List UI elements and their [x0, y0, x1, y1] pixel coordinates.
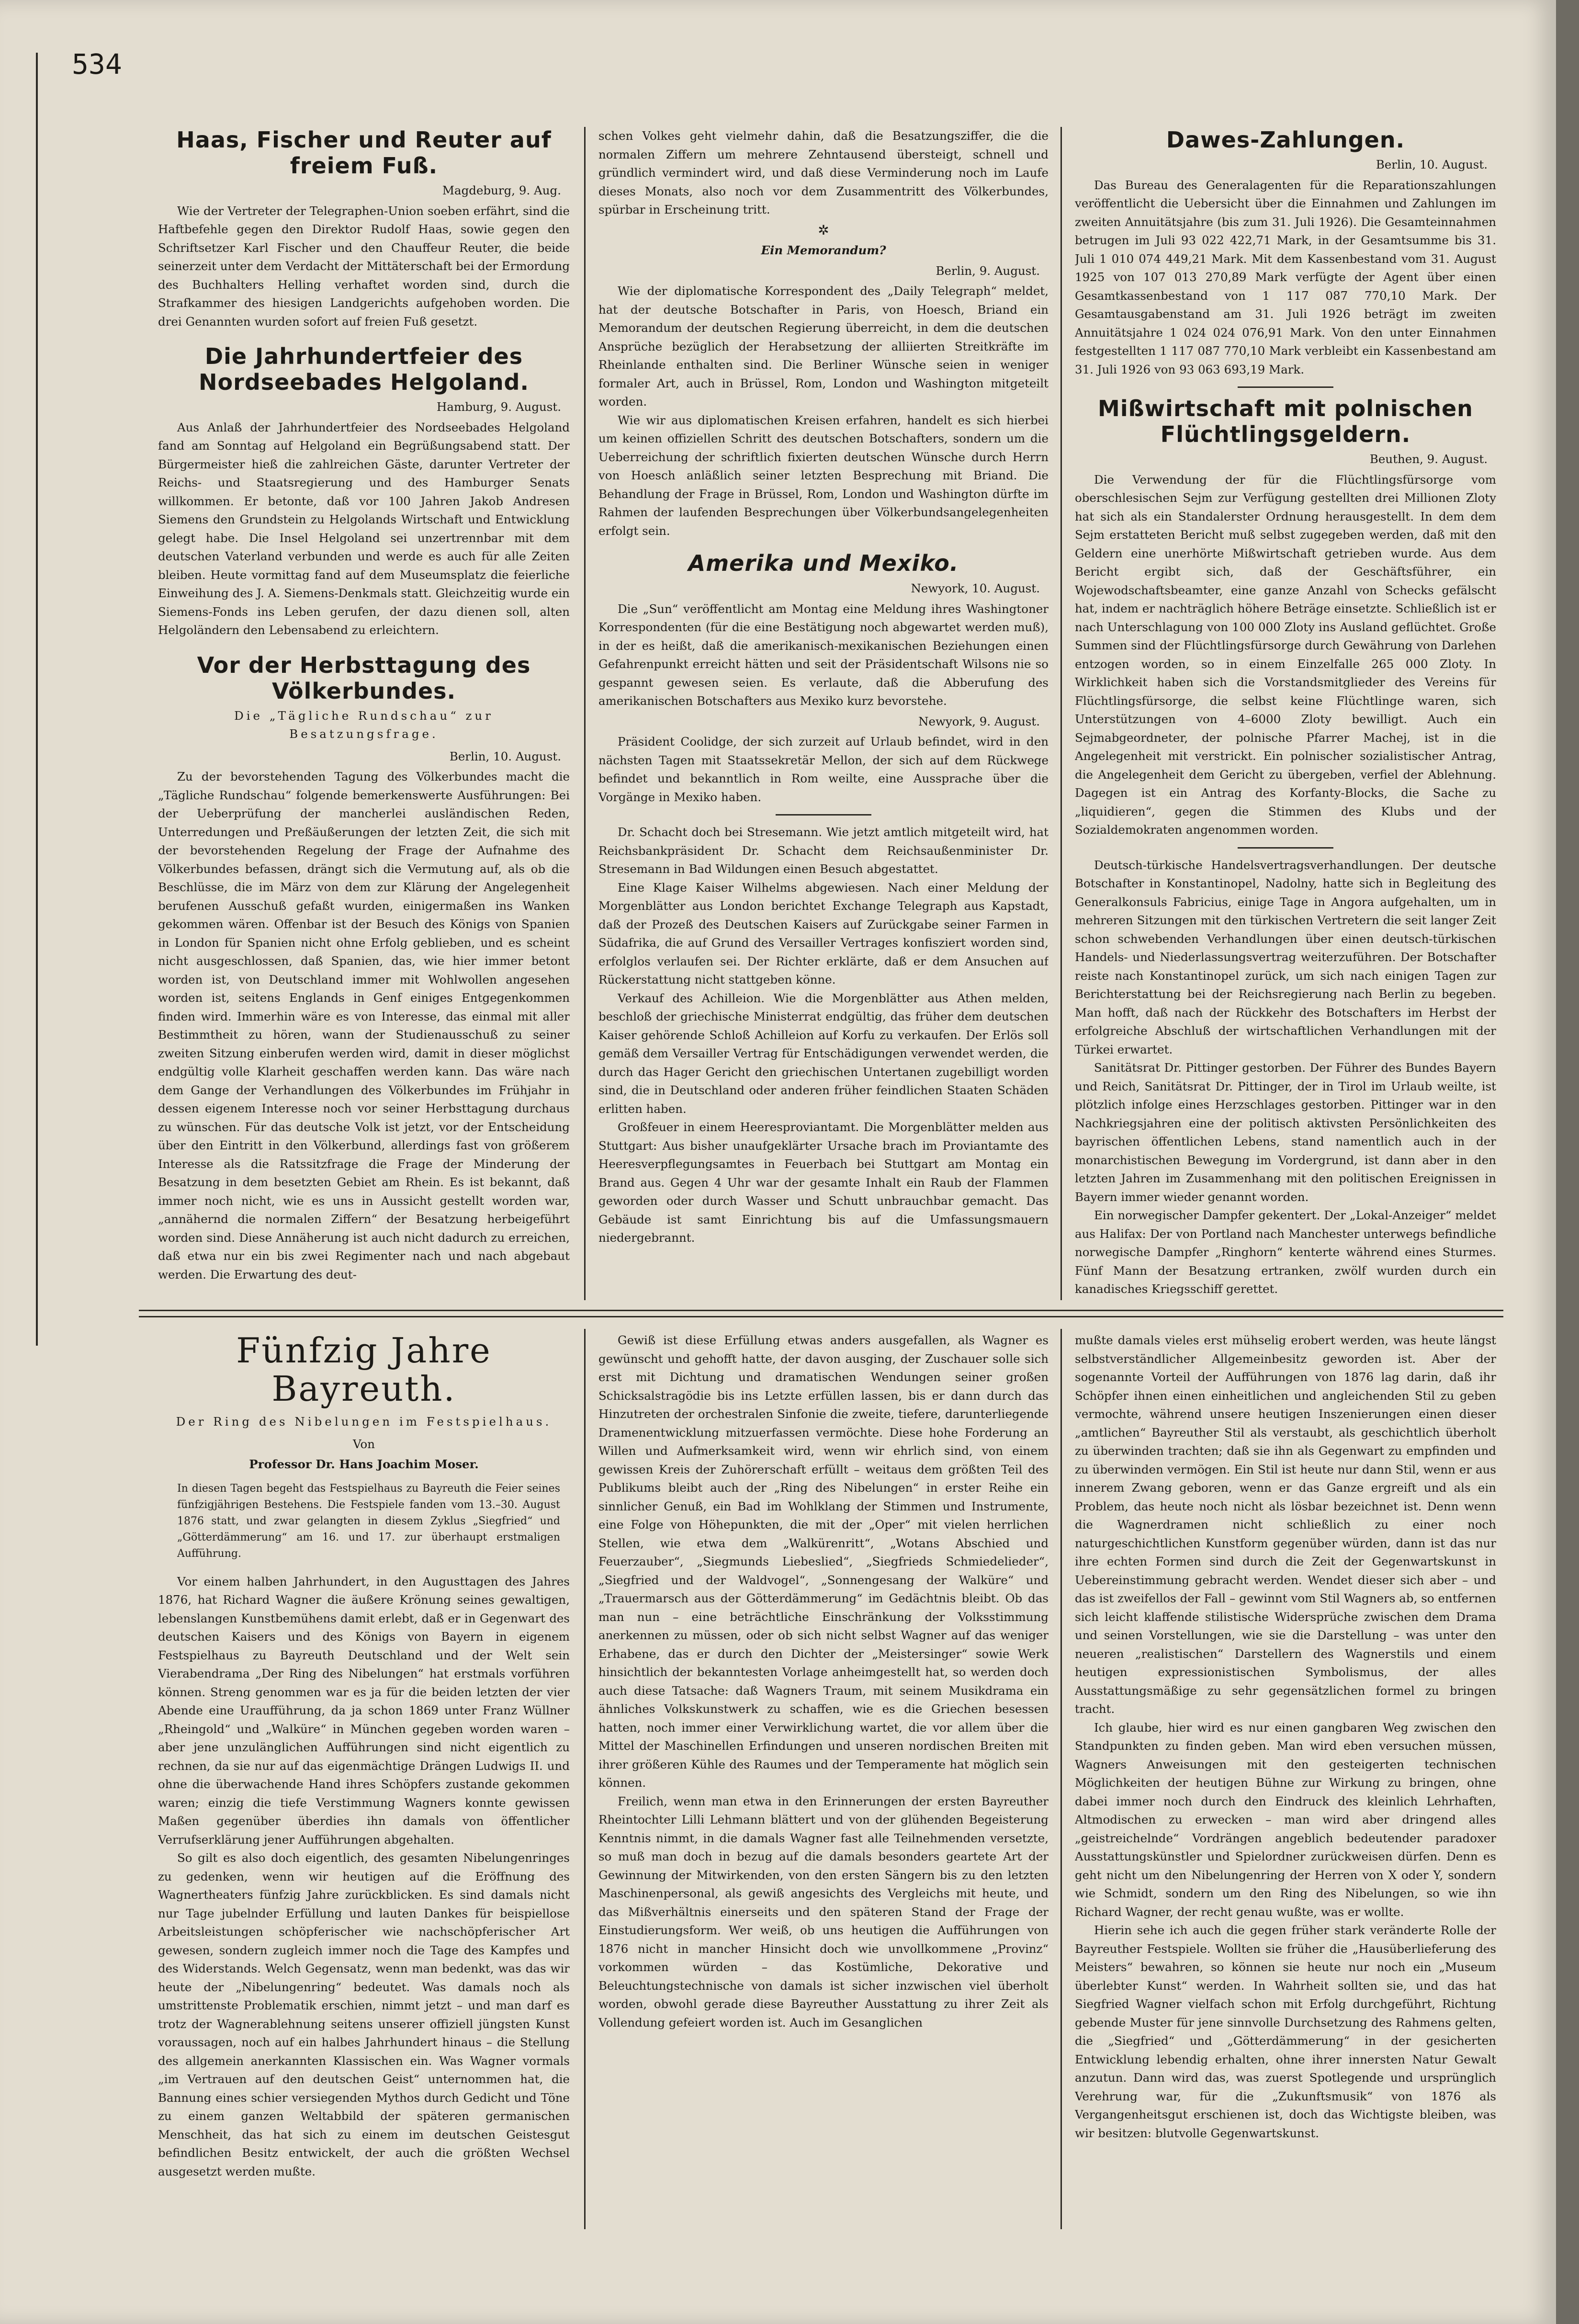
feuilleton-paragraph: Freilich, wenn man etwa in den Erinnerungen der ersten Bayreuther Rheintochter Lilli Lehmann blättert und von der glühenden Begeisterung Kenntnis nimmt, in die damals Wagner fast alle Teilnehmenden versetzte, so muß man doch in bezug auf die damals besonders geartete Art der Gewinnung der Mitwirkenden, von den ersten Sängern bis zu den letzten Maschinenpersonal, als gewiß angesichts des Vergleichs mit heute, und das Mißverhältnis einerseits und den späteren Stand der Frage der Einstudierungsform. Wer weiß, ob uns heutigen die Aufführungen von 1876 nicht in mancher Hinsicht doch wie unvollkommene „Provinz“ vorkommen würden – das Kostümliche, Dekorative und Beleuchtungstechnische von damals ist sicher inzwischen viel überholt worden, obwohl gerade diese Bayreuther Ausstattung zu ihrer Zeit als Vollendung gefeiert worden ist. Auch im Gesanglichen	[598, 1794, 1049, 2029]
article-body: Wie der diplomatische Korrespondent des „Daily Telegraph“ meldet, hat der deutsche Botschafter in Paris, von Hoesch, Briand ein Memorandum der deutschen Regierung überreicht, in dem die deutschen Ansprüche bezüglich der Herabsetzung der alliierten Streitkräfte im Rheinlande enthalten sind. Die Berliner Wünsche seien in weniger formaler Art, auch in Brüssel, Rom, London und Washington mitgeteilt worden.	[598, 284, 1049, 408]
feuilleton-title: Fünfzig Jahre Bayreuth.	[236, 1331, 492, 1409]
feuilleton-column-3	[1075, 1331, 1496, 2222]
feuilleton-paragraph: Gewiß ist diese Erfüllung etwas anders ausgefallen, als Wagner es gewünscht und gehofft hatte, der davon ausging, der Zuschauer solle sich erst mit Dichtung und dramatischen Wendungen seiner großen Schicksalstragödie bis ins Letzte erfüllen lassen, bis er dann durch das Hinzutreten der orchestralen Sinfonie die zweite, tiefere, darunterliegende Dramenentwicklung mitzuerfassen vermöchte. Diese hohe Forderung an Willen und Aufmerksamkeit wird, wenn wir ehrlich sind, von einem gewissen Kreis der Zuhörerschaft erfüllt – weitaus dem größten Teil des Publikums bleibt auch der „Ring des Nibelungen“ in erster Reihe ein sinnlicher Genuß, ein Bad im Wohlklang der Stimmen und Instrumente, eine Folge von Höhepunkten, die mit der „Oper“ mit vielen herrlichen Stellen, wie etwa dem „Walkürenritt“, „Wotans Abschied und Feuerzauber“, „Siegmunds Liebeslied“, „Siegfrieds Schmiedelieder“, „Siegfried und der Waldvogel“, „Sonnengesang der Walküre“ und „Trauermarsch aus der Götterdämmerung“ im Gedächtnis bleibt. Ob das man nun – eine beträchtliche Einschränkung der Volksstimmung anerkennen zu müssen, oder ob sich nicht selbst Wagner auf das weniger Erhabene, das er durch den Dichter der „Meistersinger“ sowie Werk hinsichtlich der bekanntesten Vorlage anheimgestellt hat, so werden doch auch diese Tatsache: daß Wagners Traum, mit seinem Musikdrama ein ähnliches Volkskunstwerk zu schaffen, wie es die Griechen besessen hatten, noch immer einer Verwirklichung wartet, die vor allem über die Mittel der Maschinellen Erfindungen und unseren nordischen Breiten mit ihrer größeren Kühle des Raumes und der Temperamente hat möglich sein können.	[598, 1333, 1049, 1790]
feuilleton-paragraph: Hierin sehe ich auch die gegen früher stark veränderte Rolle der Bayreuther Festspiele. Wollten sie früher die „Hausüberlieferung des Meisters“ bewahren, so können sie heute nur noch ein „Museum überlebter Kunst“ werden. In Wahrheit sollten sie, und das hat Siegfried Wagner vielfach schon mit Erfolg durchgeführt, Richtung gebende Muster für jene sinnvolle Durchsetzung des Rahmens gelten, die „Siegfried“ und „Götterdämmerung“ in der gesicherten Entwicklung lebendig erhalten, ohne ihrer innersten Natur Gewalt anzutun. Dann wird das, was zuerst Spotlegende und ursprünglich Verehrung war, für die „Zukunftsmusik“ von 1876 als Vergangenheitsgut erschienen ist, doch das Wichtigste bleiben, was wir besitzen: blutvolle Gegenwartskunst.	[1075, 1923, 1496, 2140]
article-subtitle: Die „Tägliche Rundschau“ zur Besatzungsfrage.	[234, 708, 494, 741]
article-body: Die Verwendung der für die Flüchtlingsfürsorge vom oberschlesischen Sejm zur Verfügung gestellten drei Millionen Zloty hat sich als ein Standalerster Ordnung herausgestellt. In dem dem Sejm erstatteten Bericht muß selbst zugegeben werden, daß mit den Geldern eine unerhörte Mißwirtschaft getrieben wurde. Aus dem Bericht ergibt sich, daß der Geschäftsführer, ein Wojewodschaftsbeamter, eine ganze Anzahl von Schecks gefälscht hat, indem er nachträglich höhere Beträge einsetzte. Schließlich ist er nach Unterschlagung von 100 000 Zloty ins Ausland geflüchtet. Große Summen sind der Flüchtlingsfürsorge durch Gewährung von Darlehen entzogen worden, so in einem Einzelfalle 265 000 Zloty. In Wirklichkeit haben sich die Vorstandsmitglieder des Vereins für Flüchtlingsfürsorge, die selbst keine Flüchtlinge waren, sich Unterstützungen von 4–6000 Zloty bewilligt. Auch ein Sejmabgeordneter, der polnische Pfarrer Machej, ist in die Angelegenheit mit verstrickt. Ein polnischer sozialistischer Antrag, die Angelegenheit dem Gericht zu übergeben, verfiel der Ablehnung. Dagegen ist ein Antrag des Korfanty-Blocks, die Sache zu „liquidieren“, gegen die Stimmen des Klubs und der Sozialdemokraten angenommen worden.	[1075, 472, 1496, 837]
column-rule	[1060, 127, 1062, 1300]
column-rule	[584, 127, 586, 1300]
news-item: Verkauf des Achilleion. Wie die Morgenblätter aus Athen melden, beschloß der griechische Ministerrat endgültig, das früher dem deutschen Kaiser gehörende Schloß Achilleion auf Korfu zu verkaufen. Der Erlös soll gemäß dem Versailler Vertrag für Entschädigungen verwendet werden, die durch das Hager Gericht den griechischen Untertanen zugebilligt worden sind, die in Deutschland oder anderen früher feindlichen Staaten Schäden erlitten haben.	[598, 991, 1049, 1116]
page-number: 534	[72, 48, 122, 80]
feuilleton-intro: In diesen Tagen begeht das Festspielhaus zu Bayreuth die Feier seines fünfzigjährigen Bestehens. Die Festspiele fanden vom 13.–30. August 1876 statt, und zwar gelangten in diesem Zyklus „Siegfried“ und „Götterdämmerung“ am 16. und 17. zur überhaupt erstmaligen Aufführung.	[177, 1482, 560, 1560]
dateline: Berlin, 10. August.	[449, 749, 561, 763]
dateline: Berlin, 10. August.	[1376, 158, 1488, 171]
page-left-rule	[36, 53, 38, 1346]
article-body: Die „Sun“ veröffentlicht am Montag eine Meldung ihres Washingtoner Korrespondenten (für die eine Bestätigung noch abgewartet werden muß), in der es heißt, daß die amerikanisch-mexikanischen Beziehungen einen Gefahrenpunkt erreicht hätten und seit der Präsidentschaft Wilsons nie so gespannt gewesen seien. Es verlaute, daß die Abberufung des amerikanischen Botschafters aus Mexiko kurz bevorstehe.	[598, 601, 1049, 708]
news-item: Dr. Schacht doch bei Stresemann. Wie jetzt amtlich mitgeteilt wird, hat Reichsbankpräsident Dr. Schacht dem Reichsaußenminister Dr. Stresemann in Bad Wildungen einen Besuch abgestattet.	[598, 825, 1049, 876]
feuilleton-paragraph: mußte damals vieles erst mühselig erobert werden, was heute längst selbstverständlicher Allgemeinbesitz geworden ist. Aber der sogenannte Vorteil der Aufführungen von 1876 lag darin, daß ihr Schöpfer ihnen einen einheitlichen und angleichenden Stil zu geben vermochte, während unsere heutigen Inszenierungen einen dieser „amtlichen“ Bayreuther Stil als verstaubt, als geschichtlich überholt zu überwinden trachten; daß sie ihn als Gegenwart zu empfinden und zu überwinden vermögen. Ein Stil ist heute nur dann Stil, wenn er aus innerem Zwang geboren, wenn er das Ganze ergreift und als ein Problem, das heute noch nicht als lösbar bezeichnet ist. Denn wenn die Wagnerdramen nicht schließlich zu einer noch naturgeschichtlichen Kunstform gegenüber würden, dann ist das nur ihre echten Formen sind durch die Zeit der Gegenwartskunst in Uebereinstimmung gebracht werden. Wendet dieser sich aber – und das ist zweifellos der Fall – gewinnt vom Stil Wagners ab, so entfernen sich leicht klaffende stilistische Widersprüche zwischen dem Drama und seinen Vorstellungen, wie sie die Darstellung – was unter den neueren „realistischen“ Darstellern des Wagnerstils und einem heutigen expressionistischen Symbolismus, der alles Ausstattungsmäßige zu sehr gegensätzlichen formel zu bringen tracht.	[1075, 1333, 1496, 1716]
feuilleton-column-1	[158, 1331, 570, 2222]
separator-line	[1238, 386, 1333, 388]
upper-column-1	[158, 127, 570, 1295]
separator-line	[1238, 847, 1333, 849]
news-item: Ein norwegischer Dampfer gekentert. Der „Lokal-Anzeiger“ meldet aus Halifax: Der von Portland nach Manchester unterwegs befindliche norwegische Dampfer „Ringhorn“ kenterte während eines Sturmes. Fünf Mann der Besatzung ertranken, zwölf wurden durch ein kanadisches Kriegsschiff gerettet.	[1075, 1208, 1496, 1295]
article-title-amerika-mexiko: Amerika und Mexiko.	[688, 550, 959, 576]
article-body: Wie wir aus diplomatischen Kreisen erfahren, handelt es sich hierbei um keinen offiziellen Schritt des deutschen Botschafters, sondern um die Ueberreichung der schriftlich fixierten deutschen Wünsche durch Herrn von Hoesch anläßlich seiner letzten Besprechung mit Briand. Die Behandlung der Frage in Brüssel, Rom, London und Washington dürfte im Rahmen der laufenden Besprechungen über Völkerbundsangelegenheiten erfolgt sein.	[598, 413, 1049, 538]
article-title-haas: Haas, Fischer und Reuter auf freiem Fuß.	[176, 127, 552, 179]
dateline: Newyork, 9. August.	[918, 714, 1040, 728]
upper-column-2	[598, 127, 1049, 1295]
feuilleton-divider	[139, 1310, 1503, 1317]
column-rule	[1060, 1329, 1062, 2229]
news-item: Deutsch-türkische Handelsvertragsverhandlungen. Der deutsche Botschafter in Konstantinopel, Nadolny, hatte sich in Begleitung des Generalkonsuls Fabricius, einige Tage in Angora aufgehalten, um in mehreren Sitzungen mit den türkischen Vertretern die seit langer Zeit schon schwebenden Verhandlungen über einen deutsch-türkischen Handels- und Niederlassungsvertrag weiterzuführen. Der Botschafter reiste nach Konstantinopel zurück, um sich nach einigen Tagen zur Berichterstattung bei der Reichsregierung nach Berlin zu begeben. Man hofft, daß nach der Rückkehr des Botschafters im Herbst der erfolgreiche Abschluß der wirtschaftlichen Verhandlungen mit der Türkei erwartet.	[1075, 858, 1496, 1056]
article-title-voelkerbund: Vor der Herbsttagung des Völkerbundes.	[197, 652, 531, 704]
news-item: Großfeuer in einem Heeresproviantamt. Die Morgenblätter melden aus Stuttgart: Aus bisher unaufgeklärter Ursache brach im Proviantamte des Heeresverpflegungsamtes in Feuerbach bei Stuttgart am Montag ein Brand aus. Gegen 4 Uhr war der gesamte Inhalt ein Raub der Flammen geworden oder durch Wasser und Schutt unbrauchbar gemacht. Das Gebäude ist samt Einrichtung bis auf die Umfassungsmauern niedergebrannt.	[598, 1120, 1049, 1245]
article-title-dawes: Dawes-Zahlungen.	[1166, 127, 1405, 153]
feuilleton-paragraph: Vor einem halben Jahrhundert, in den Augusttagen des Jahres 1876, hat Richard Wagner die äußere Krönung seines gewaltigen, lebenslangen Kunstbemühens damit erlebt, daß er in Gegenwart des deutschen Kaisers und des Königs von Bayern in eigenem Festspielhaus zu Bayreuth Deutschland und der Welt sein Vierabendrama „Der Ring des Nibelungen“ hat erstmals vorführen können. Streng genommen war es ja für die beiden letzten der vier Abende eine Uraufführung, da ja schon 1869 unter Franz Wüllner „Rheingold“ und „Walküre“ in München gegeben worden waren – aber jene unzulänglichen Aufführungen sind nicht eigentlich zu rechnen, da sie nur auf das eigenmächtige Drängen Ludwigs II. und ohne die überwachende Hand ihres Schöpfers zustande gekommen waren; einzig die tiefe Verstimmung Wagners konnte gewissen Maßen gegenüber überdies ihn damals von öffentlicher Verrufserklärung jener Aufführungen abgehalten.	[158, 1574, 570, 1847]
news-item: Sanitätsrat Dr. Pittinger gestorben. Der Führer des Bundes Bayern und Reich, Sanitätsrat Dr. Pittinger, der in Tirol im Urlaub weilte, ist plötzlich infolge eines Herzschlages gestorben. Pittinger war in den Nachkriegsjahren eine der politisch aktivsten Persönlichkeiten des bayrischen öffentlichen Lebens, stand namentlich auch in der monarchistischen Bewegung im Vordergrund, ist dann aber in den letzten Jahren im Zusammenhang mit den politischen Ereignissen in Bayern immer wieder genannt worden.	[1075, 1061, 1496, 1204]
dateline: Berlin, 9. August.	[936, 263, 1040, 278]
byline-von: Von	[353, 1437, 375, 1451]
article-title-memorandum: Ein Memorandum?	[761, 243, 886, 257]
article-title-helgoland: Die Jahrhundertfeier des Nordseebades Helgoland.	[199, 343, 529, 395]
separator-line	[776, 814, 871, 816]
dateline: Newyork, 10. August.	[911, 581, 1040, 595]
article-continuation: schen Volkes geht vielmehr dahin, daß die Besatzungsziffer, die die normalen Ziffern um mehrere Zehntausend übersteigt, schnell und gründlich vermindert wird, und daß diese Verminderung noch im Laufe dieses Monats, also noch vor dem Zusammentritt des Völkerbundes, spürbar in Erscheinung tritt.	[598, 129, 1049, 216]
feuilleton-paragraph: Ich glaube, hier wird es nur einen gangbaren Weg zwischen den Standpunkten zu finden geben. Man wird eben versuchen müssen, Wagners Anweisungen mit den gesteigerten technischen Möglichkeiten der heutigen Bühne zur Wirkung zu bringen, ohne dabei immer noch durch den Eindruck des kleinlich Lehrhaften, Altmodischen zu erwecken – man wird aber dringend alles „geistreichelnde“ Vordrängen angeblich bedeutender paradoxer Ausstattungskünstler und Spielordner zurückweisen dürfen. Denn es geht nicht um den Nibelungenring der Herren von X oder Y, sondern wie Schmidt, sondern um den Ring des Nibelungen, so wie ihn Richard Wagner, der recht genau wußte, was er wollte.	[1075, 1720, 1496, 1919]
separator-star: ✲	[818, 222, 829, 238]
article-body: Zu der bevorstehenden Tagung des Völkerbundes macht die „Tägliche Rundschau“ folgende bemerkenswerte Ausführungen: Bei der Ueberprüfung der mancherlei ausländischen Reden, Unterredungen und Preßäußerungen der letzten Zeit, die sich mit der bevorstehenden Regelung der Frage der Aufnahme des Völkerbundes befassen, drängt sich die Vermutung auf, als ob die Beschlüsse, die im März von dem zur Klärung der Angelegenheit berufenen Ausschuß gefaßt wurden, einigermaßen ins Wanken gekommen wären. Offenbar ist der Besuch des Königs von Spanien in London für Spanien nicht ohne Erfolg geblieben, und es scheint nicht ausgeschlossen, daß Spanien, das, wie hier immer betont worden ist, von Deutschland immer mit Wohlwollen angesehen worden ist, seitens Englands in Genf einiges Entgegenkommen finden wird. Immerhin wäre es von Interesse, das einmal mit aller Bestimmtheit zu hören, wann der Studienausschuß zu seiner zweiten Sitzung einberufen werden wird, damit in dieser möglichst endgültig volle Klarheit geschaffen werden kann. Das wäre nach dem Gange der Verhandlungen des Völkerbundes im Frühjahr in dessen eigenem Interesse noch vor seiner Herbsttagung durchaus zu wünschen. Für das deutsche Volk ist jetzt, vor der Entscheidung über den Eintritt in den Völkerbund, allerdings fast von größerem Interesse als die Ratssitzfrage die Frage der Minderung der Besatzung in dem besetzten Gebiet am Rhein. Es ist bekannt, daß immer noch nicht, wie es uns in Aussicht gestellt worden war, „annähernd die normalen Ziffern“ der Besatzung herbeigeführt worden sind. Diese Annäherung ist auch nicht dadurch zu erreichen, daß etwa nur ein bis zwei Regimenter nach und nach abgebaut werden. Die Erwartung des deut-	[158, 770, 570, 1281]
news-item: Eine Klage Kaiser Wilhelms abgewiesen. Nach einer Meldung der Morgenblätter aus London berichtet Exchange Telegraph aus Kapstadt, daß der Prozeß des Deutschen Kaisers auf Zurückgabe seiner Farmen in Südafrika, die auf Grund des Versailler Vertrages konfisziert worden sind, erfolglos verlaufen sei. Der Richter erklärte, daß er dem Ansuchen auf Rückerstattung nicht stattgeben könne.	[598, 880, 1049, 986]
article-body: Das Bureau des Generalagenten für die Reparationszahlungen veröffentlicht die Uebersicht über die Einnahmen und Zahlungen im zweiten Annuitätsjahre (bis zum 31. Juli 1926). Die Gesamteinnahmen betrugen im Juli 93 022 422,71 Mark, in der Gesamtsumme bis 31. Juli 1 010 074 449,21 Mark. Mit dem Kassenbestand vom 31. August 1925 von 107 013 270,89 Mark verfügte der Agent über einen Gesamtkassenbestand von 1 117 087 770,10 Mark. Der Gesamtausgabenstand am 31. Juli 1926 beträgt im zweiten Annuitätsjahre 1 024 024 076,91 Mark. Von den unter Einnahmen festgestellten 1 117 087 770,10 Mark verbleibt ein Kassenbestand am 31. Juli 1926 von 93 063 693,19 Mark.	[1075, 178, 1496, 376]
feuilleton-author: Professor Dr. Hans Joachim Moser.	[249, 1457, 479, 1471]
article-title-misswirtschaft: Mißwirtschaft mit polnischen Flüchtlingsgeldern.	[1098, 396, 1473, 447]
dateline: Beuthen, 9. August.	[1369, 452, 1488, 466]
feuilleton-column-2	[598, 1331, 1049, 2222]
feuilleton-paragraph: So gilt es also doch eigentlich, des gesamten Nibelungenringes zu gedenken, wenn wir heutigen auf die Eröffnung des Wagnertheaters fünfzig Jahre zurückblicken. Es sind damals nicht nur Tage jubelnder Erfüllung und lauten Dankes für beispiellose Arbeitsleistungen schöpferischer wie nachschöpferischer Art gewesen, sondern zugleich immer noch die Tage des Kampfes und des Widerstands. Welch Gegensatz, wenn man bedenkt, was das wir heute der „Nibelungenring“ bedeutet. Was damals noch als umstrittenste Problematik erschien, nimmt jetzt – und man darf es trotz der Wagnerablehnung seitens unserer offiziell jüngsten Kunst voraussagen, noch auf ein halbes Jahrhundert hinaus – die Stellung des allgemein anerkannten Klassischen ein. Was Wagner vormals „im Vertrauen auf den deutschen Geist“ unternommen hat, die Bannung eines schier versiegenden Mythos durch Gedicht und Töne zu einem ganzen Weltabbild der späteren germanischen Menschheit, das hat sich zu einem im deutschen Geistesgut befindlichen Besitz entwickelt, der auch die größten Wechsel ausgesetzt werden mußte.	[158, 1851, 570, 2178]
article-body: Aus Anlaß der Jahrhundertfeier des Nordseebades Helgoland fand am Sonntag auf Helgoland ein Begrüßungsabend statt. Der Bürgermeister hieß die zahlreichen Gäste, darunter Vertreter der Reichs- und Staatsregierung und des Hamburger Senats willkommen. Er betonte, daß vor 100 Jahren Jakob Andresen Siemens den Grundstein zu Helgolands Wirtschaft und Entwicklung gelegt habe. Die Insel Helgoland sei unzertrennbar mit dem deutschen Vaterland verbunden und werde es auch für alle Zeiten bleiben. Heute vormittag fand auf dem Museumsplatz die feierliche Einweihung des J. A. Siemens-Denkmals statt. Gleichzeitig wurde ein Siemens-Fonds ins Leben gerufen, der dazu dienen soll, alten Helgoländern den Lebensabend zu erleichtern.	[158, 420, 570, 637]
dateline: Magdeburg, 9. Aug.	[442, 183, 561, 197]
feuilleton-subtitle: Der Ring des Nibelungen im Festspielhaus.	[176, 1415, 552, 1428]
column-rule	[584, 1329, 586, 2229]
article-body: Präsident Coolidge, der sich zurzeit auf Urlaub befindet, wird in den nächsten Tagen mit Staatssekretär Mellon, der sich auf dem Rückwege befindet und bekanntlich in Rom weilte, eine Aussprache über die Vorgänge in Mexiko haben.	[598, 735, 1049, 804]
upper-column-3	[1075, 127, 1496, 1295]
dateline: Hamburg, 9. August.	[437, 400, 561, 414]
article-body: Wie der Vertreter der Telegraphen-Union soeben erfährt, sind die Haftbefehle gegen den Direktor Rudolf Haas, sowie gegen den Schriftsetzer Karl Fischer und den Chauffeur Reuter, die beide seinerzeit unter dem Verdacht der Mittäterschaft bei der Ermordung des Buchhalters Helling verhaftet worden sind, durch die Strafkammer des hiesigen Landgerichts aufgehoben worden. Die drei Genannten wurden sofort auf freien Fuß gesetzt.	[158, 204, 570, 329]
